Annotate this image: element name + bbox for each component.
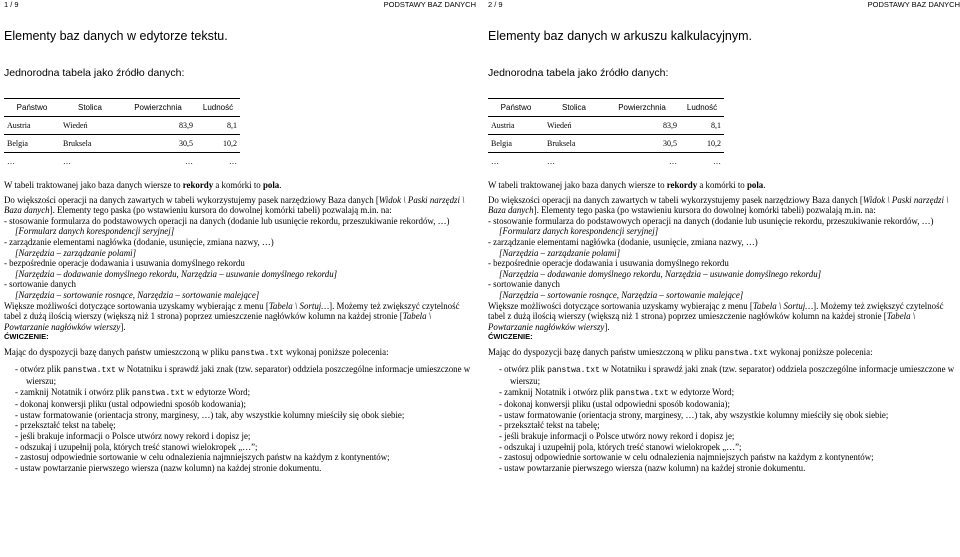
table-cell: Belgia [488,135,544,153]
list-item: - odszukaj i uzupełnij pola, których treść stanowi wielokropek „…”; [15,441,258,452]
column-header: Powierzchnia [120,99,196,117]
table-header-row [488,99,724,117]
running-title: PODSTAWY BAZ DANYCH [383,0,476,9]
table-row [488,117,724,135]
list-item: - odszukaj i uzupełnij pola, których treść stanowi wielokropek „…”; [499,441,742,452]
page-number: 1 / 9 [4,0,19,9]
paragraph: Do większości operacji na danych zawartych w tabeli wykorzystujemy pasek narzędziowy Baza danych [Widok \ Paski narzędzi \ Baza danych]. Elementy tego paska (po wstawieniu kursora do dowolnej komórki tabeli) pozwalają m.in. na: [4,194,465,216]
table-cell: Wiedeń [60,117,120,135]
file-name: panstwa.txt [63,365,116,375]
page-number: 2 / 9 [488,0,503,9]
table-cell: 30,5 [120,135,196,153]
body-text [4,180,476,473]
sample-data-table [4,98,240,170]
subsection-heading: Jednorodna tabela jako źródło danych: [488,67,669,79]
menu-path: [Narzędzia – sortowanie rosnące, Narzędzia – sortowanie malejące] [499,289,744,300]
file-name: panstwa.txt [547,365,600,375]
paragraph: Większe możliwości dotyczące sortowania uzyskamy wybierając z menu [Tabela \ Sortuj…]. Możemy też zwiększyć czytelność tabel z dużą ilością wierszy (większą niż 1 strona) poprzez umieszczenie nagłówków kolumn na każdej stronie [Tabela \ Powtarzanie nagłówków wierszy]. [488,300,944,332]
table-row [4,135,240,153]
table-cell: Belgia [4,135,60,153]
table-cell: … [669,157,677,166]
file-name: panstwa.txt [131,388,185,398]
menu-path: [Narzędzia – dodawanie domyślnego rekordu, Narzędzia – usuwanie domyślnego rekordu] [15,268,338,279]
section-heading: Elementy baz danych w edytorze tekstu. [4,29,228,43]
page-header [4,0,476,10]
table-cell: Bruksela [544,135,604,153]
column-header: Państwo [488,99,544,117]
subsection-heading: Jednorodna tabela jako źródło danych: [4,67,185,79]
page-header [488,0,960,10]
list-item: - sortowanie danych [488,279,560,290]
list-item: - otwórz plik panstwa.txt w Notatniku i sprawdź jaki znak (tzw. separator) oddziela poszczególne informacje umieszczone w wierszu; [15,363,471,387]
menu-path: [Formularz danych korespondencji seryjnej] [15,226,175,237]
table-cell: 83,9 [604,117,680,135]
menu-path: [Narzędzia – zarządzanie polami] [15,247,137,258]
table-cell: 8,1 [680,117,724,135]
list-item: - ustaw powtarzanie pierwszego wiersza (nazw kolumn) na każdej stronie dokumentu. [15,462,322,473]
list-item: - stosowanie formularza do podstawowych operacji na danych (dodanie lub usunięcie rekordu, przeszukiwanie rekordów, …) [4,215,450,226]
table-cell: … [7,157,15,166]
table-row [4,117,240,135]
paragraph: W tabeli traktowanej jako baza danych wiersze to rekordy a komórki to pola. [488,180,766,190]
section-heading: Elementy baz danych w arkuszu kalkulacyjnym. [488,29,753,43]
list-item: - zastosuj odpowiednie sortowanie w celu odnalezienia najmniejszych państw na każdym z kontynentów; [499,452,874,463]
list-item: - ustaw formatowanie (orientacja strony, marginesy, …) tak, aby wszystkie kolumny mieściły się obok siebie; [15,409,405,420]
list-item: - bezpośrednie operacje dodawania i usuwania domyślnego rekordu [488,258,729,269]
list-item: - zastosuj odpowiednie sortowanie w celu odnalezienia najmniejszych państw na każdym z kontynentów; [15,452,390,463]
table-cell: … [229,157,237,166]
document-page-1 [4,0,476,557]
paragraph: Większe możliwości dotyczące sortowania uzyskamy wybierając z menu [Tabela \ Sortuj…]. Możemy też zwiększyć czytelność tabel z dużą ilością wierszy (większą niż 1 strona) poprzez umieszczenie nagłówków kolumn na każdej stronie [Tabela \ Powtarzanie nagłówków wierszy]. [4,300,460,332]
column-header: Powierzchnia [604,99,680,117]
list-item: - ustaw powtarzanie pierwszego wiersza (nazw kolumn) na każdej stronie dokumentu. [499,462,806,473]
exercise-heading: ĆWICZENIE: [488,332,533,342]
list-item: - stosowanie formularza do podstawowych operacji na danych (dodanie lub usunięcie rekordu, przeszukiwanie rekordów, …) [488,215,934,226]
table-row [4,153,240,171]
table-cell: … [491,157,499,166]
list-item: - zamknij Notatnik i otwórz plik panstwa.txt w edytorze Word; [15,386,251,398]
column-header: Państwo [4,99,60,117]
table-cell: Austria [488,117,544,135]
table-cell: Austria [4,117,60,135]
table-cell: … [185,157,193,166]
list-item: - dokonaj konwersji pliku (ustal odpowiedni sposób kodowania); [15,399,246,410]
list-item: - jeśli brakuje informacji o Polsce utwórz nowy rekord i dopisz je; [15,431,251,442]
document-page-2 [488,0,960,557]
list-item: - jeśli brakuje informacji o Polsce utwórz nowy rekord i dopisz je; [499,431,735,442]
table-header-row [4,99,240,117]
column-header: Ludność [680,99,724,117]
list-item: - bezpośrednie operacje dodawania i usuwania domyślnego rekordu [4,258,245,269]
paragraph: Mając do dyspozycji bazę danych państw umieszczoną w pliku panstwa.txt wykonaj poniższe polecenia: [488,346,873,358]
table-cell: … [713,157,721,166]
table-cell: 30,5 [604,135,680,153]
menu-path: [Narzędzia – zarządzanie polami] [499,247,621,258]
list-item: - dokonaj konwersji pliku (ustal odpowiedni sposób kodowania); [499,399,730,410]
body-text [488,180,960,473]
table-cell: Bruksela [60,135,120,153]
paragraph: Mając do dyspozycji bazę danych państw umieszczoną w pliku panstwa.txt wykonaj poniższe polecenia: [4,346,389,358]
list-item: - zamknij Notatnik i otwórz plik panstwa.txt w edytorze Word; [499,386,735,398]
list-item: - sortowanie danych [4,279,76,290]
file-name: panstwa.txt [230,348,284,358]
sample-data-table [488,98,724,170]
list-item: - ustaw formatowanie (orientacja strony, marginesy, …) tak, aby wszystkie kolumny mieściły się obok siebie; [499,409,889,420]
menu-path: [Narzędzia – dodawanie domyślnego rekordu, Narzędzia – usuwanie domyślnego rekordu] [499,268,822,279]
paragraph: Do większości operacji na danych zawartych w tabeli wykorzystujemy pasek narzędziowy Baza danych [Widok \ Paski narzędzi \ Baza danych]. Elementy tego paska (po wstawieniu kursora do dowolnej komórki tabeli) pozwalają m.in. na: [488,194,949,216]
file-name: panstwa.txt [615,388,669,398]
table-row [488,135,724,153]
list-item: - otwórz plik panstwa.txt w Notatniku i sprawdź jaki znak (tzw. separator) oddziela poszczególne informacje umieszczone w wierszu; [499,363,955,387]
paragraph: W tabeli traktowanej jako baza danych wiersze to rekordy a komórki to pola. [4,180,282,190]
column-header: Ludność [196,99,240,117]
table-cell: Wiedeń [544,117,604,135]
table-cell: 10,2 [680,135,724,153]
menu-path: [Narzędzia – sortowanie rosnące, Narzędzia – sortowanie malejące] [15,289,260,300]
list-item: - zarządzanie elementami nagłówka (dodanie, usunięcie, zmiana nazwy, …) [4,236,274,247]
table-cell: … [63,157,71,166]
list-item: - zarządzanie elementami nagłówka (dodanie, usunięcie, zmiana nazwy, …) [488,236,758,247]
table-cell: … [547,157,555,166]
running-title: PODSTAWY BAZ DANYCH [867,0,960,9]
file-name: panstwa.txt [714,348,768,358]
menu-path: [Formularz danych korespondencji seryjnej] [499,226,659,237]
exercise-heading: ĆWICZENIE: [4,332,49,342]
list-item: - przekształć tekst na tabelę; [499,420,600,431]
column-header: Stolica [544,99,604,117]
table-cell: 10,2 [196,135,240,153]
table-cell: 8,1 [196,117,240,135]
table-cell: 83,9 [120,117,196,135]
table-row [488,153,724,171]
column-header: Stolica [60,99,120,117]
list-item: - przekształć tekst na tabelę; [15,420,116,431]
